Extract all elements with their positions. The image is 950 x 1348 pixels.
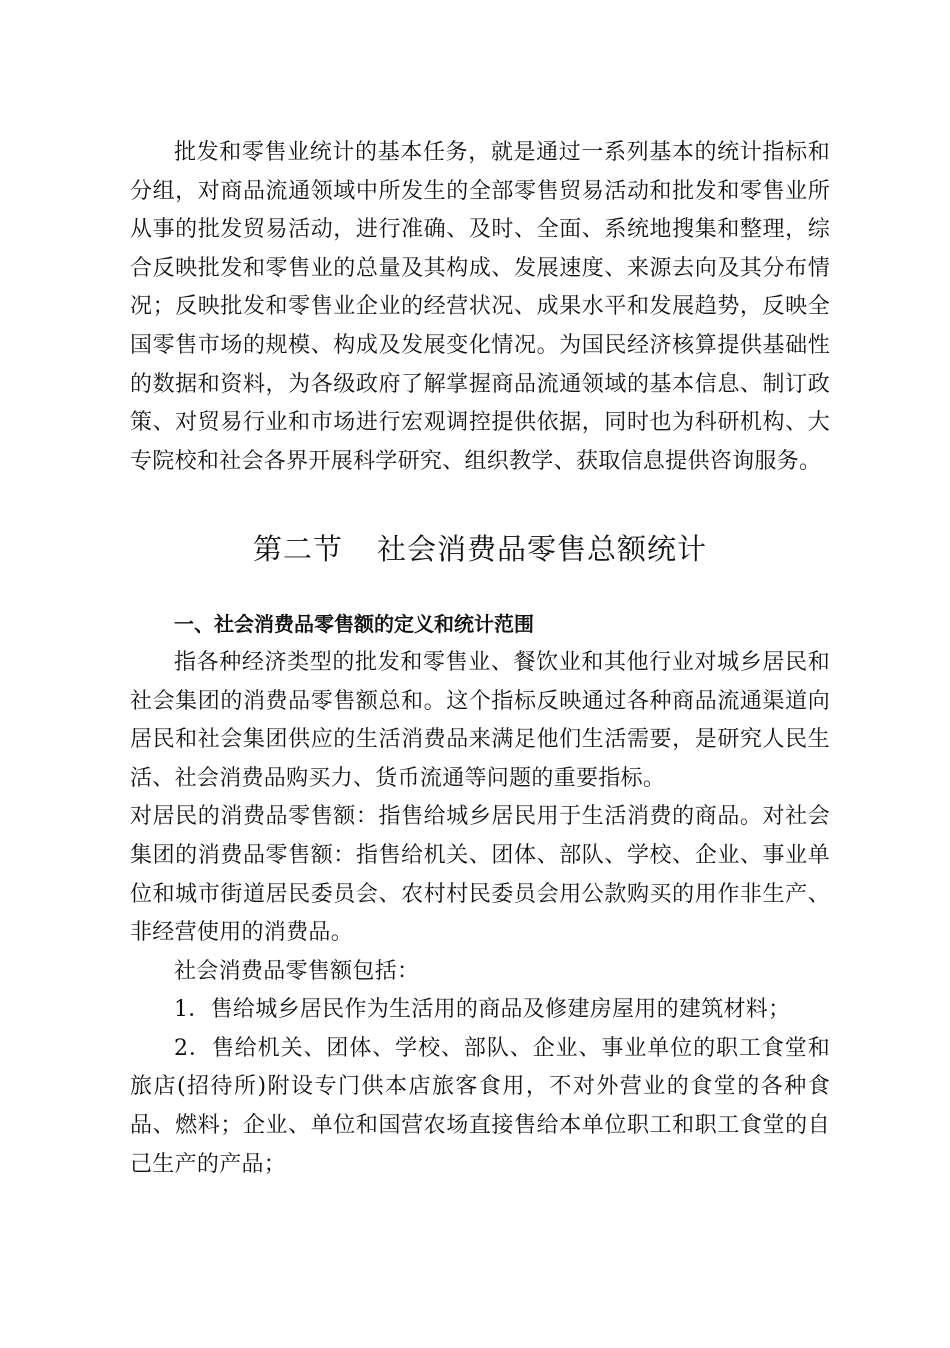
residents-paragraph: 对居民的消费品零售额：指售给城乡居民用于生活消费的商品。对社会集团的消费品零售额：指售给机关、团体、部队、学校、企业、事业单位和城市街道居民委员会、农村村民委员会用公款购买的用作非生产、非经营使用的消费品。 <box>130 804 830 946</box>
includes-item-1: 1．售给城乡居民作为生活用的商品及修建房屋用的建筑材料； <box>174 997 791 1023</box>
subsection-title: 一、社会消费品零售额的定义和统计范围 <box>174 612 534 637</box>
document-page <box>130 134 830 1184</box>
intro-paragraph: 批发和零售业统计的基本任务，就是通过一系列基本的统计指标和分组，对商品流通领域中所发生的全部零售贸易活动和批发和零售业所从事的批发贸易活动，进行准确、及时、全面、系统地搜集和整理，综合反映批发和零售业的总量及其构成、发展速度、来源去向及其分布情况；反映批发和零售业企业的经营状况、成果水平和发展趋势，反映全国零售市场的规模、构成及发展变化情况。为国民经济核算提供基础性的数据和资料，为各级政府了解掌握商品流通领域的基本信息、制订政策、对贸易行业和市场进行宏观调控提供依据，同时也为科研机构、大专院校和社会各界开展科学研究、组织教学、获取信息提供咨询服务。 <box>130 140 830 474</box>
section-title-text: 社会消费品零售总额统计 <box>377 532 708 567</box>
section-title <box>130 519 830 579</box>
definition-paragraph: 指各种经济类型的批发和零售业、餐饮业和其他行业对城乡居民和社会集团的消费品零售额总和。这个指标反映通过各种商品流通渠道向居民和社会集团供应的生活消费品来满足他们生活需要，是研究人民生活、社会消费品购买力、货币流通等问题的重要指标。 <box>130 649 830 791</box>
section-number: 第二节 <box>252 532 343 567</box>
includes-intro: 社会消费品零售额包括： <box>174 958 420 984</box>
includes-item-2: 2．售给机关、团体、学校、部队、企业、事业单位的职工食堂和旅店(招待所)附设专门供本店旅客食用，不对外营业的食堂的各种食品、燃料；企业、单位和国营农场直接售给本单位职工和职工食堂的自己生产的产品； <box>130 1035 830 1177</box>
